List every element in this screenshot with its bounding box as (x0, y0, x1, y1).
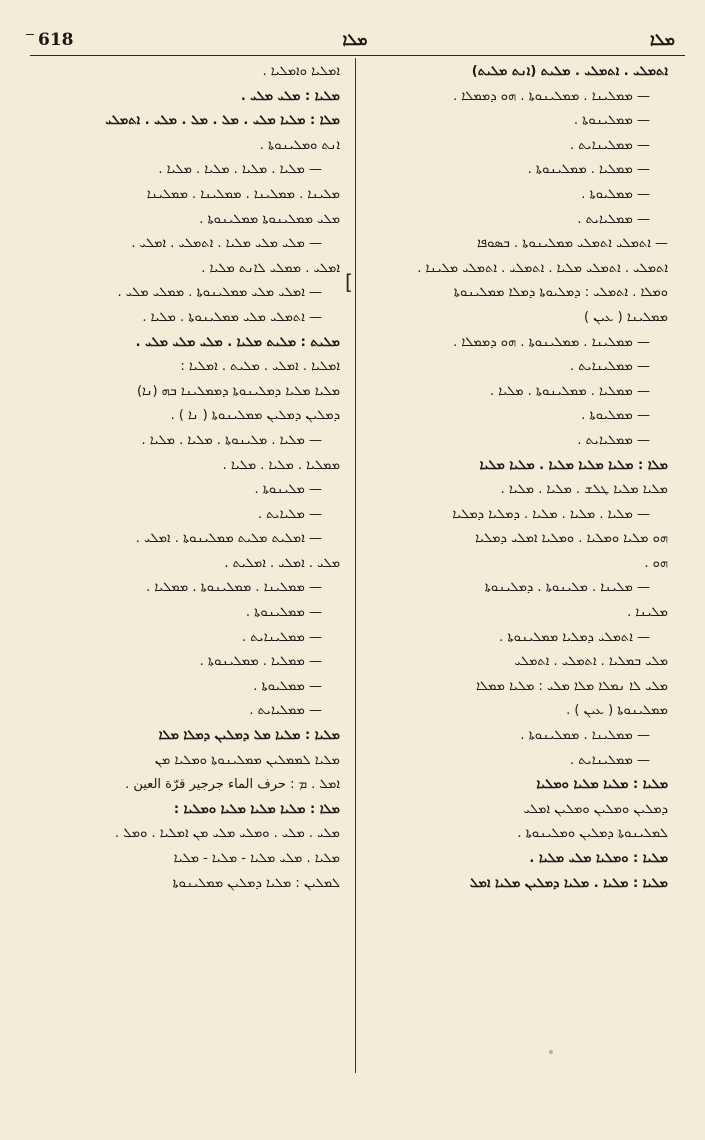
left-column-line: ܡܠܐ : ܡܠܝܐ ܡܠܝܐ ܡܠܝܐ ܘܡܠܝܐ : (173, 801, 340, 817)
left-column-line: — ܐܡܠܝܬ ܡܠܝܬ ܡܡܠܝܢܘܬܐ . ܐܡܠܝ . (135, 531, 322, 547)
left-column-line: ܡܠܝ . ܡܠܝ . ܘܡܠܝ ܡܠܝ ܡܢ ܐܡܠܝܐ . ܘܡܠ . (114, 826, 340, 842)
right-column-line: — ܐܬܡܠܝ ܐܬܡܠܝ ܡܡܠܝܢܘܬܐ . ܒܣܘܦܐ (476, 236, 668, 252)
page-number: 618 (38, 30, 74, 50)
left-column-line: — ܡܠܝ ܡܠܝ ܡܠܝܐ . ܐܬܡܠܝ . ܐܡܠܝ . (131, 236, 322, 252)
right-column-line: ܐܬܡܠܝ . ܐܬܡܠܝ ܡܠܝܐ . ܐܬܡܠܝ . ܐܬܡܠܝ ܡܠܝܢܐ . (417, 260, 668, 276)
right-column-line: ܡܡܠܝܢܐ ( ܥܝܢ ) (583, 309, 668, 325)
right-column-line: — ܡܡܠܝܢܐܝܬ . (569, 137, 650, 153)
left-column-line: — ܡܠܝܢܘܬܐ . (254, 482, 322, 498)
right-column-line: ܡܠܐ : ܡܠܝܐ ܡܠܝܐ ܡܠܝܐ . ܡܠܝܐ ܡܠܝܐ (479, 457, 668, 473)
left-column-line: ܡܠܝܐ : ܡܠܝܐ ܡܠ ܕܡܠܝܢ ܕܡܠܐ ܡܠܐ (158, 728, 340, 744)
left-column-line: ܡܠܝܐ ܠܡܡܠܝܢ ܡܡܠܝܢܘܬܐ ܘܡܠܝܐ ܡܢ (154, 752, 340, 768)
left-column-line: ܡܠܝܢܐ . ܡܡܠܝܢܐ . ܡܡܠܝܢܐ . ܡܡܠܝܢܐ (146, 186, 340, 202)
left-column-line: ܡܠܝܬ : ܡܠܝܬ ܡܠܝܐ . ܡܠܝ ܡܠܝ ܡܠܝ . (135, 334, 340, 350)
right-column-line: ܘܡܠܐ . ܐܬܡܠܝ : ܕܡܠܝܘܬܐ ܕܡܠܐ ܡܡܠܝܢܘܬܐ (453, 285, 668, 301)
header-rule (30, 55, 685, 56)
right-column-line: — ܡܡܠܝܐܝܬ . (577, 432, 650, 448)
right-column-line: — ܡܡܠܝܢܐܝܬ . (569, 359, 650, 375)
left-column-line: ܠܡܠܝܢ : ܡܠܝܐ ܕܡܠܝܢ ܡܡܠܝܢܘܬܐ (172, 875, 340, 891)
left-column-line: ܐܡܠܝܐ ܘܐܡܠܝܐ . (262, 64, 340, 79)
left-column-line: ܐܢܬ ܘܡܠܝܢܘܬܐ . (259, 137, 340, 153)
left-column-line: — ܡܠܝܐ . ܡܠܝܢܘܬܐ . ܡܠܝܐ . ܡܠܝܐ . (141, 432, 322, 448)
right-column-line: ܡܠܝܐ : ܡܠܝܐ ܡܠܝܐ ܘܡܠܝܐ (536, 777, 668, 793)
right-column-line: — ܡܠܝܢܐ . ܡܠܝܢܘܬܐ . ܕܡܠܝܢܘܬܐ (484, 580, 650, 596)
left-column-line: — ܡܡܠܝܐ . ܡܡܠܝܢܘܬܐ . (199, 654, 322, 670)
right-column-line: ܐܬܡܠܝ . ܐܬܡܠܝ . ܡܠܝܬ (ܐܢܬ ܡܠܝܬ) (471, 64, 668, 79)
right-column-line: ܡܠܝܢܐ . (627, 605, 668, 621)
right-column-line: ܗܘ . (644, 555, 668, 571)
right-column-line: — ܡܠܝܐ . ܡܠܝܐ . ܡܠܝܐ . ܕܡܠܝܐ ܕܡܠܝܐ (452, 506, 650, 522)
right-column-line: — ܡܡܠܝܢܐܝܬ . (569, 752, 650, 768)
right-column-line: ܗܘ ܡܠܝܐ ܘܡܠܝܐ . ܘܡܠܝܐ ܐܡܠܝ ܕܡܠܝܐ (475, 531, 668, 547)
left-column-line: — ܡܠܝܐ . ܡܠܝܐ . ܡܠܝܐ . ܡܠܝܐ . (158, 162, 322, 178)
right-column-line: — ܐܬܡܠܝ ܕܡܠܝܐ ܡܡܠܝܢܘܬܐ . (499, 629, 650, 645)
right-column-line: — ܡܡܠܝܢܐ . ܡܡܠܝܢܘܬܐ . ܗܘ ܕܡܡܠܐ . (453, 334, 650, 350)
left-column-line: ܐܡܠ . ܡ : حرف الماء جرجير قرّة العين . (125, 777, 340, 793)
right-column-line: — ܡܡܠܝܐ . ܡܡܠܝܢܘܬܐ . ܡܠܝܐ . (490, 383, 650, 399)
left-column-line: ܡܠܝܐ . ܡܠܝ ܡܠܝܐ - ܡܠܝܐ - ܡܠܝܐ (173, 851, 340, 866)
left-column-line: ܕܡܠܝܢ ܕܡܠܝܢ ܡܡܠܝܢܘܬܐ ( ܢܐ ) . (170, 408, 340, 424)
left-column-line: — ܡܡܠܝܢܐ . ܡܡܠܝܢܘܬܐ . ܡܡܠܝܐ . (146, 580, 322, 596)
left-column-line: ܡܠܝ . ܐܡܠܝ . ܐܡܠܝܬ . (224, 555, 340, 571)
right-column-line: — ܡܡܠܝܐܝܬ . (577, 211, 650, 227)
running-head-right: ܡܠܐ (650, 30, 675, 49)
left-column-line: ܡܡܠܝܐ . ܡܠܝܐ . ܡܠܝܐ . (222, 457, 340, 473)
running-head-center: ܡܠܐ (342, 30, 368, 49)
right-column-line: ܡܠܝܐ ܡܠܝܐ ܛܠܫ . ܡܠܝܐ . ܡܠܝܐ . (500, 482, 668, 498)
right-column-line: ܡܠܝܐ : ܘܡܠܝܐ ܡܠܝ ܡܠܝܐ . (529, 851, 668, 866)
right-column-line: — ܡܡܠܝܢܐ . ܡܡܠܝܢܘܬܐ . (520, 728, 650, 744)
right-column-line: ܡܠܝ ܒܡܠܝܐ . ܐܬܡܠܝ . ܐܬܡܠܝ (514, 654, 668, 670)
right-column-line: ܠܡܠܝܢܘܬܐ ܕܡܠܝܢ ܘܡܠܝܢܘܬܐ . (517, 826, 668, 842)
left-column-line: — ܡܡܠܝܘܬܐ . (253, 678, 322, 694)
right-column-line: — ܡܡܠܝܢܐ . ܡܡܠܝܢܘܬܐ . ܗܘ ܕܡܡܠܐ . (453, 88, 650, 104)
left-column-line: — ܐܬܡܠܝ ܡܠܝ ܡܡܠܝܢܘܬܐ . ܡܠܝܐ . (142, 309, 322, 325)
left-column-line: ܐܡܠܝ . ܡܡܠܝ ܠܐܢܬ ܡܠܝܐ . (201, 260, 340, 276)
right-column (368, 60, 668, 896)
left-column-line: — ܡܡܠܝܢܐܝܬ . (241, 629, 322, 645)
left-column-line: — ܐܡܠܝ ܡܠܝ ܡܡܠܝܢܘܬܐ . ܡܡܠܝ ܡܠܝ . (117, 285, 322, 301)
paper-speck (549, 1050, 553, 1054)
right-column-line: — ܡܡܠܝܐ . ܡܡܠܝܢܘܬܐ . (527, 162, 650, 178)
left-column-line: ܡܠܝܐ : ܡܠܝ ܡܠܝ . (240, 88, 340, 104)
right-column-line: — ܡܡܠܝܘܬܐ . (581, 408, 650, 424)
column-divider (355, 58, 356, 1073)
margin-bracket: [ (345, 270, 353, 294)
right-column-line: ܡܠܝܐ : ܡܠܝܐ . ܡܠܝܐ ܕܡܠܝܢ ܡܠܝܐ ܐܡܠ (469, 875, 668, 891)
right-column-line: ܡܡܠܝܢܘܬܐ ( ܥܝܢ ) . (566, 703, 668, 719)
left-column-line: — ܡܡܠܝܢܘܬܐ . (245, 605, 322, 621)
right-column-line: — ܡܡܠܝܘܬܐ . (581, 186, 650, 202)
left-column (40, 60, 340, 896)
left-column-line: — ܡܠܝܐܝܬ . (257, 506, 322, 522)
right-column-line: — ܡܡܠܝܢܘܬܐ . (573, 113, 650, 129)
left-column-line: — ܡܡܠܝܐܝܬ . (249, 703, 322, 719)
right-column-line: ܡܠܝ ܠܐ ܢܡܠܐ ܡܠܐ ܡܠܝ : ܡܠܝܐ ܡܡܠܐ (476, 678, 668, 694)
left-column-line: ܡܠܐ : ܡܠܝܐ ܡܠܝ . ܡܠ . ܡܠ . ܡܠܝ . ܐܬܡܠܝ (105, 113, 340, 129)
left-column-line: ܡܠܝ ܡܡܠܝܢܘܬܐ ܡܡܠܝܢܘܬܐ . (199, 211, 340, 227)
left-column-line: ܡܠܝܐ ܡܠܝܐ ܕܡܠܝܢܘܬܐ ܕܡܡܠܝܢܐ ܒܗ (ܢܐ) (136, 383, 340, 399)
right-column-line: ܕܡܠܝܢ ܘܡܠܝܢ ܘܡܠܝܢ ܐܡܠܝ (523, 801, 668, 817)
left-column-line: ܐܡܠܝܐ . ܐܡܠܝ . ܡܠܝܬ . ܐܡܠܝܐ : (180, 359, 340, 375)
margin-tick (26, 34, 34, 35)
